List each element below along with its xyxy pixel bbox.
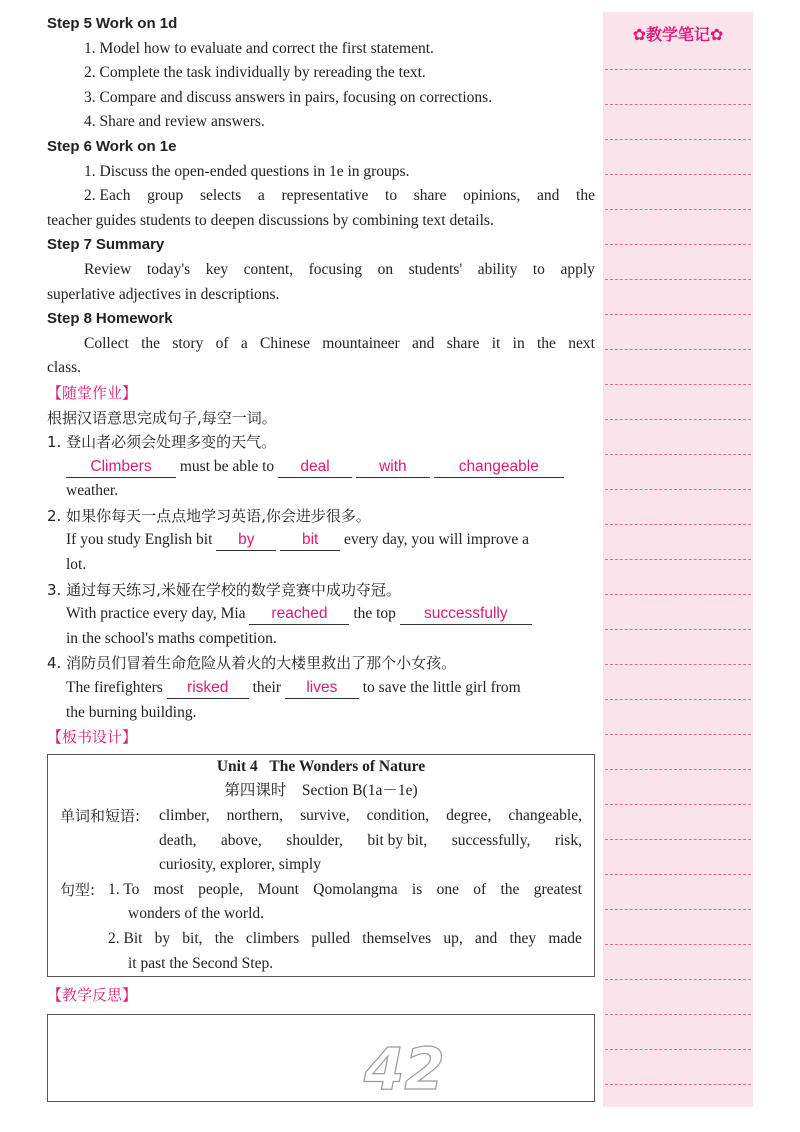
question-1-chinese: 1. 登山者必须会处理多变的天气。 — [47, 433, 277, 452]
notes-rule — [605, 489, 751, 490]
answer-blank[interactable]: lives — [285, 678, 359, 699]
step6-heading: Step 6 Work on 1e — [47, 137, 177, 155]
answer-blank[interactable]: by — [216, 530, 276, 551]
notes-rule — [605, 1014, 751, 1015]
step6-item2-cont: teacher guides students to deepen discussions by combining text details. — [47, 211, 494, 229]
step6-item2-line: 2. Each group selects a representative to share opinions, and the — [84, 187, 595, 205]
homework-section-title: 【随堂作业】 — [47, 383, 138, 402]
notes-rule — [605, 629, 751, 630]
notes-rule — [605, 909, 751, 910]
notes-rule — [605, 69, 751, 70]
notes-rule — [605, 804, 751, 805]
answer-blank[interactable]: bit — [280, 530, 340, 551]
notes-rule — [605, 979, 751, 980]
notes-rule — [605, 279, 751, 280]
question-4-chinese: 4. 消防员们冒着生命危险从着火的大楼里救出了那个小女孩。 — [47, 654, 457, 673]
notes-rule — [605, 699, 751, 700]
question-3-cont: in the school's maths competition. — [66, 629, 277, 647]
board-vocab-row — [48, 829, 594, 854]
board-sentence-row — [48, 878, 594, 903]
notes-rule — [605, 419, 751, 420]
step5-item: 3. Compare and discuss answers in pairs, focusing on corrections. — [84, 88, 493, 106]
question-2-chinese: 2. 如果你每天一点点地学习英语,你会进步很多。 — [47, 506, 371, 525]
board-unit-title: Unit 4 The Wonders of Nature — [216, 757, 426, 775]
page-number: 42 — [364, 1035, 445, 1103]
question-2-english: If you study English bit by bit every day, you will improve a — [47, 528, 595, 553]
teaching-notes-panel — [603, 12, 753, 1107]
answer-blank[interactable]: successfully — [400, 604, 532, 625]
notes-rule — [605, 104, 751, 105]
board-vocab-line: climber, northern, survive, condition, degree, changeable, — [159, 807, 582, 824]
board-sentence-row — [48, 927, 594, 952]
question-4-english: The firefighters risked their lives to save the little girl from — [47, 676, 595, 701]
notes-rule — [605, 769, 751, 770]
board-lesson: 第四课时 Section B(1a－1e) — [224, 782, 418, 800]
notes-rule — [605, 384, 751, 385]
notes-rule — [605, 454, 751, 455]
question-2-cont: lot. — [66, 556, 87, 574]
notes-rule — [605, 174, 751, 175]
step7-text-cont: superlative adjectives in descriptions. — [47, 285, 280, 303]
answer-blank[interactable]: reached — [249, 604, 349, 625]
notes-rule — [605, 559, 751, 560]
question-3-chinese: 3. 通过每天练习,米娅在学校的数学竞赛中成功夺冠。 — [47, 580, 401, 599]
board-sentence-label: 句型: — [60, 880, 96, 899]
lesson-content — [47, 12, 595, 1102]
question-1-english: Climbers must be able to deal with changeable — [47, 455, 595, 480]
board-vocab-label: 单词和短语: — [60, 807, 141, 825]
question-1-cont: weather. — [66, 482, 119, 500]
step8-text-line: Collect the story of a Chinese mountaineer and share it in the next — [84, 334, 595, 352]
board-design-box — [47, 754, 595, 977]
step6-item: 1. Discuss the open-ended questions in 1e in groups. — [84, 162, 410, 180]
step8-heading: Step 8 Homework — [47, 310, 173, 328]
notes-rule — [605, 524, 751, 525]
notes-rule — [605, 1049, 751, 1050]
board-vocab-line: death, above, shoulder, bit by bit, successfully, risk, — [159, 831, 582, 849]
step5-item: 1. Model how to evaluate and correct the first statement. — [84, 39, 434, 57]
board-sentence-2-cont: it past the Second Step. — [128, 954, 274, 972]
board-vocab-row — [48, 804, 594, 829]
step5-item: 4. Share and review answers. — [84, 113, 265, 131]
question-4-cont: the burning building. — [66, 703, 197, 721]
answer-blank[interactable]: deal — [278, 457, 352, 478]
notes-rule — [605, 594, 751, 595]
notes-rule — [605, 349, 751, 350]
step7-text-line: Review today's key content, focusing on students' ability to apply — [84, 260, 595, 278]
board-sentence-1: 1. To most people, Mount Qomolangma is one of the greatest — [108, 880, 582, 898]
board-design-title: 【板书设计】 — [47, 728, 138, 747]
question-3-english: With practice every day, Mia reached the top successfully — [47, 602, 595, 627]
step7-heading: Step 7 Summary — [47, 236, 165, 254]
answer-blank[interactable]: Climbers — [66, 457, 176, 478]
board-vocab-line: curiosity, explorer, simply — [159, 856, 321, 874]
step5-item: 2. Complete the task individually by rereading the text. — [84, 64, 426, 82]
answer-blank[interactable]: with — [356, 457, 430, 478]
notes-rule — [605, 1084, 751, 1085]
reflection-box[interactable] — [47, 1014, 595, 1102]
notes-rule — [605, 874, 751, 875]
notes-rule — [605, 139, 751, 140]
answer-blank[interactable]: changeable — [434, 457, 564, 478]
reflection-title: 【教学反思】 — [47, 986, 138, 1005]
notes-rule — [605, 664, 751, 665]
step5-heading: Step 5 Work on 1d — [47, 15, 178, 32]
notes-rule — [605, 734, 751, 735]
notes-rule — [605, 314, 751, 315]
notes-rule — [605, 244, 751, 245]
board-sentence-1-cont: wonders of the world. — [128, 905, 265, 923]
step8-text-cont: class. — [47, 359, 82, 377]
notes-rule — [605, 944, 751, 945]
answer-blank[interactable]: risked — [167, 678, 249, 699]
homework-instruction: 根据汉语意思完成句子,每空一词。 — [47, 408, 277, 427]
teaching-notes-title: ✿教学笔记✿ — [632, 25, 724, 44]
notes-rule — [605, 839, 751, 840]
notes-rule — [605, 209, 751, 210]
board-sentence-2: 2. Bit by bit, the climbers pulled themselves up, and they made — [108, 929, 582, 947]
